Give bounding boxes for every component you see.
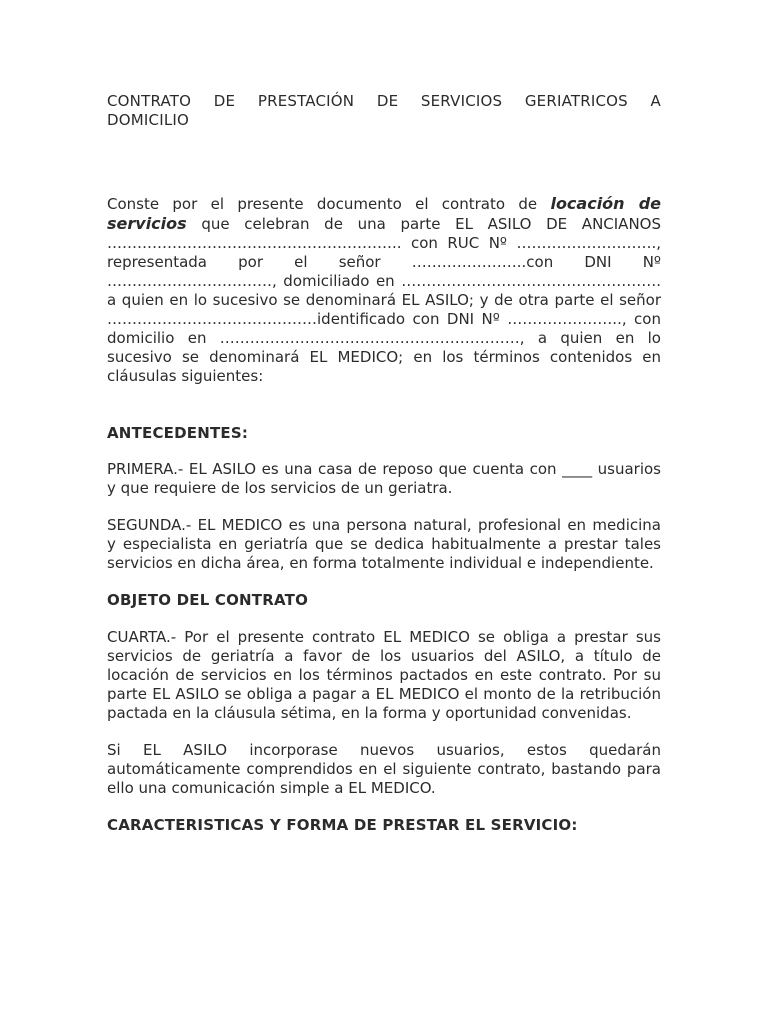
intro-text-start: Conste por el presente documento el contrato de: [107, 195, 551, 213]
document-page: [107, 92, 661, 835]
antecedentes-heading: ANTECEDENTES:: [107, 424, 249, 442]
objeto-heading: OBJETO DEL CONTRATO: [107, 591, 309, 609]
intro-text-end: que celebran de una parte EL ASILO DE ANCIANOS ………………………………………………….. con RUC Nº ………………………., representada por el señor …………………..con DNI Nº ……………………………, domiciliado en ……………………………………………. a quien en lo sucesivo se denominará EL ASILO; y de otra parte el señor ……………………………………identificado con DNI Nº ………………….., con domicilio en ……………………………………………………, a quien en lo sucesivo se denominará EL MEDICO; en los términos contenidos en cláusulas siguientes:: [107, 215, 661, 385]
clause-primera: PRIMERA.- EL ASILO es una casa de reposo que cuenta con ____ usuarios y que requiere de los servicios de un geriatra.: [107, 460, 661, 497]
clause-cuarta: CUARTA.- Por el presente contrato EL MEDICO se obliga a prestar sus servicios de geriatría a favor de los usuarios del ASILO, a título de locación de servicios en los términos pactados en este contrato. Por su parte EL ASILO se obliga a pagar a EL MEDICO el monto de la retribución pactada en la cláusula sétima, en la forma y oportunidad convenidas.: [107, 628, 661, 722]
document-title: CONTRATO DE PRESTACIÓN DE SERVICIOS GERIATRICOS A DOMICILIO: [107, 92, 661, 129]
clause-segunda: SEGUNDA.- EL MEDICO es una persona natural, profesional en medicina y especialista en geriatría que se dedica habitualmente a prestar tales servicios en dicha área, en forma totalmente individual e independiente.: [107, 516, 661, 572]
caracteristicas-heading: CARACTERISTICAS Y FORMA DE PRESTAR EL SERVICIO:: [107, 816, 578, 834]
new-users-paragraph: Si EL ASILO incorporase nuevos usuarios, estos quedarán automáticamente comprendidos en el siguiente contrato, bastando para ello una comunicación simple a EL MEDICO.: [107, 741, 661, 797]
intro-paragraph: [107, 194, 661, 386]
intro-emphasis: locación de servicios: [107, 194, 661, 233]
